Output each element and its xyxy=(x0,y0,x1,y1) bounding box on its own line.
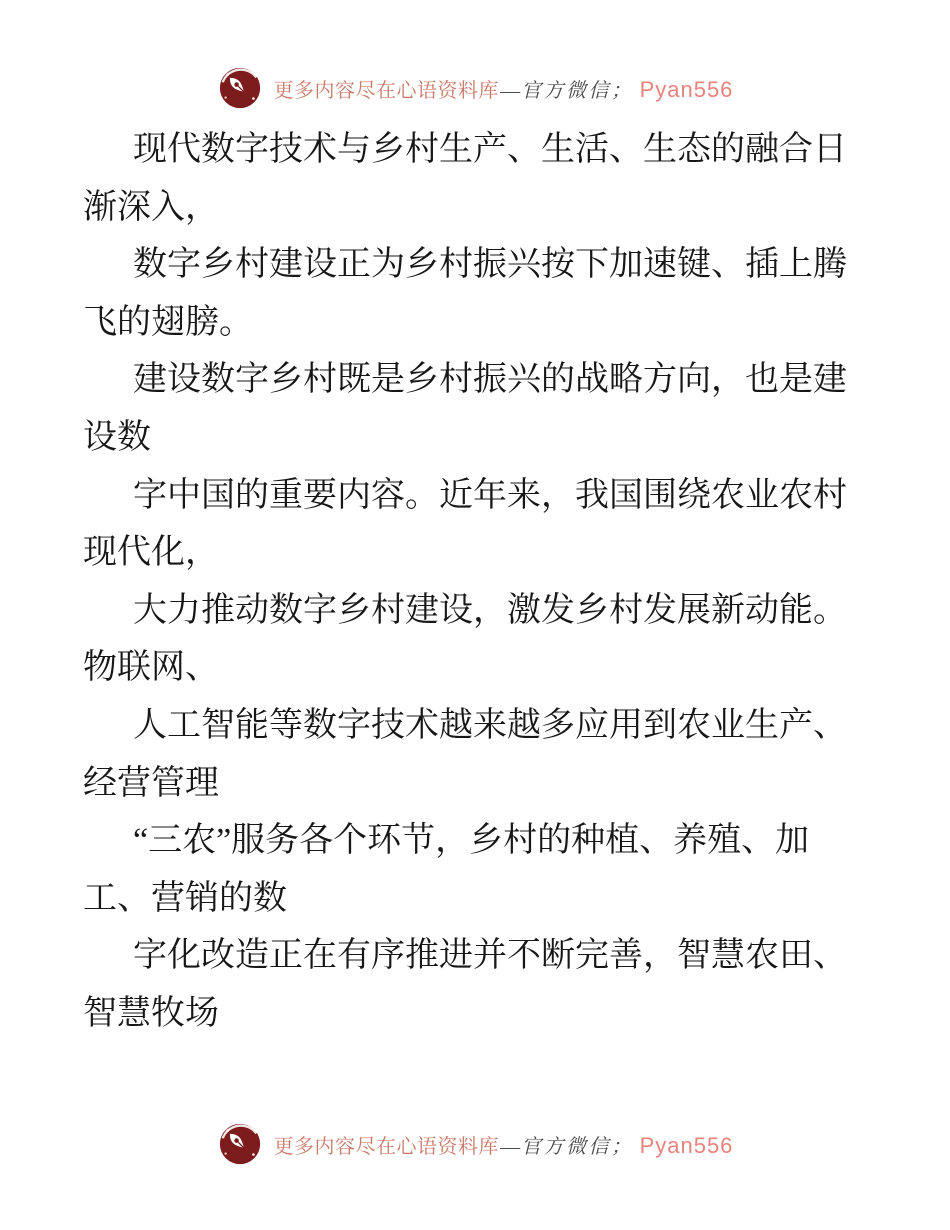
paragraph-line: 渐深入， xyxy=(83,188,219,226)
paragraph-line: 经营管理 xyxy=(83,764,219,802)
paragraph xyxy=(83,121,867,236)
wechat-label: 官方微信； xyxy=(521,79,634,102)
paragraph xyxy=(83,351,867,466)
separator-dash: — xyxy=(500,1135,521,1158)
paragraph xyxy=(83,582,867,697)
paragraph-line: 飞的翅膀。 xyxy=(83,303,253,341)
header-watermark xyxy=(0,64,950,112)
pen-nib-logo-icon xyxy=(217,1121,263,1167)
paragraph xyxy=(83,697,867,812)
paragraph-line: “三农”服务各个环节，乡村的种植、养殖、加 xyxy=(133,822,810,860)
paragraph xyxy=(83,467,867,582)
paragraph xyxy=(83,236,867,351)
wechat-label: 官方微信； xyxy=(521,1135,634,1158)
paragraph-line: 工、营销的数 xyxy=(83,879,287,917)
wechat-id: Pyan556 xyxy=(639,1132,734,1158)
brand-text: 更多内容尽在心语资料库 xyxy=(273,1135,500,1158)
paragraph xyxy=(83,927,867,1042)
wechat-id: Pyan556 xyxy=(639,76,734,102)
paragraph-line: 字中国的重要内容。近年来，我国围绕农业农村 xyxy=(133,476,847,514)
separator-dash: — xyxy=(500,79,521,102)
paragraph xyxy=(83,812,867,927)
footer-watermark-text xyxy=(274,1130,734,1159)
paragraph-line: 设数 xyxy=(83,418,151,456)
footer-watermark xyxy=(0,1120,950,1168)
brand-text: 更多内容尽在心语资料库 xyxy=(273,79,500,102)
paragraph-line: 智慧牧场 xyxy=(83,994,219,1032)
pen-nib-logo-icon xyxy=(217,65,263,111)
paragraph-line: 数字乡村建设正为乡村振兴按下加速键、插上腾 xyxy=(133,246,847,284)
header-watermark-text xyxy=(274,74,734,103)
paragraph-line: 大力推动数字乡村建设，激发乡村发展新动能。 xyxy=(133,591,847,629)
paragraph-line: 人工智能等数字技术越来越多应用到农业生产、 xyxy=(133,706,847,744)
paragraph-line: 现代数字技术与乡村生产、生活、生态的融合日 xyxy=(133,131,847,168)
document-body xyxy=(83,121,867,1043)
paragraph-line: 物联网、 xyxy=(83,649,219,687)
paragraph-line: 字化改造正在有序推进并不断完善，智慧农田、 xyxy=(133,937,847,975)
paragraph-line: 建设数字乡村既是乡村振兴的战略方向，也是建 xyxy=(133,361,847,399)
paragraph-line: 现代化， xyxy=(83,534,219,572)
